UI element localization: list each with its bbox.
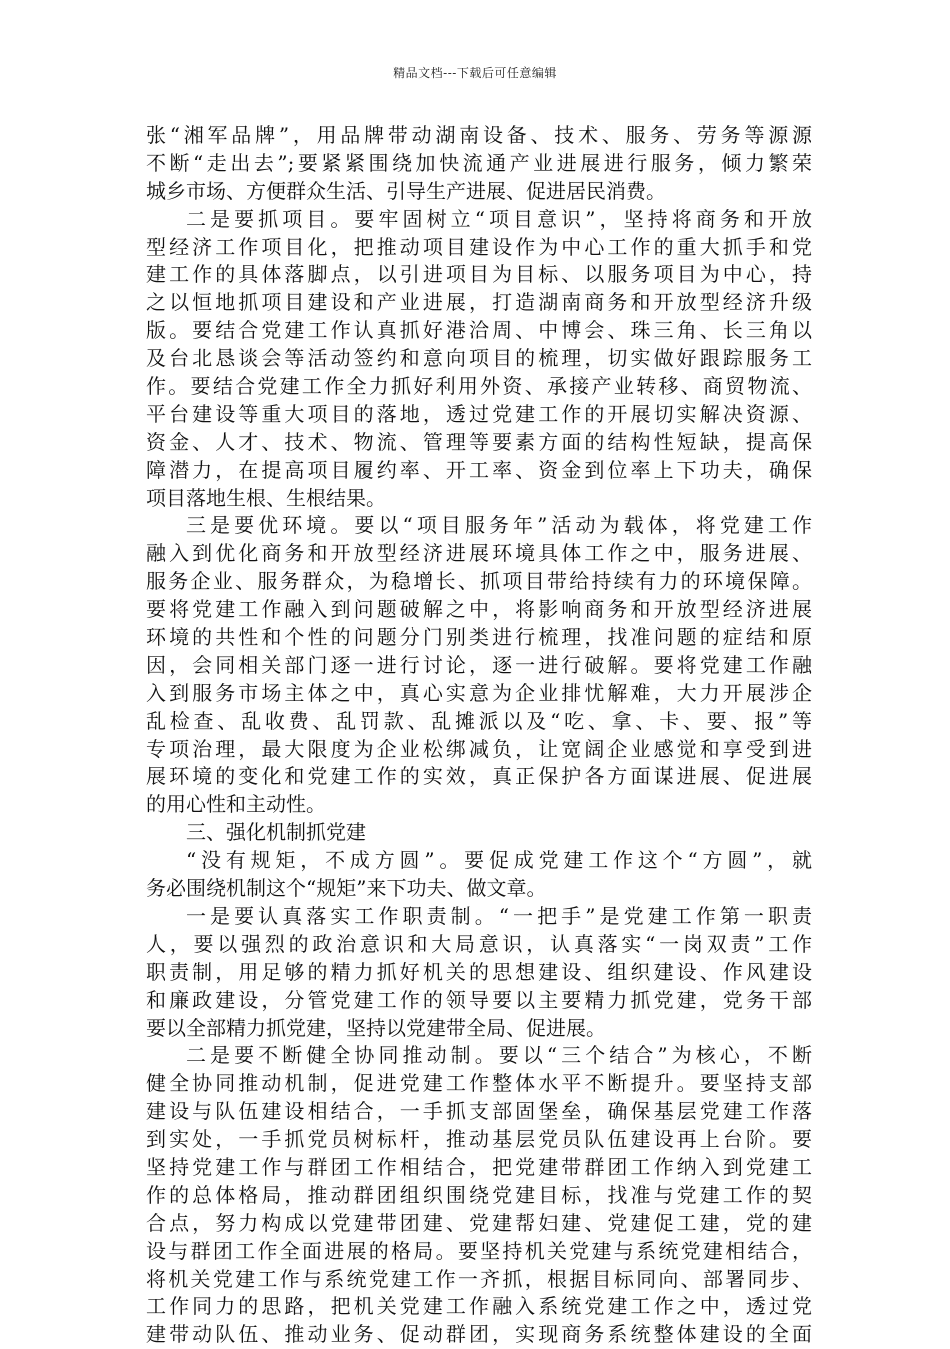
text-line: 版。要结合党建工作认真抓好港洽周、中博会、珠三角、长三角以 xyxy=(146,318,812,343)
text-line: 二是要抓项目。要牢固树立“项目意识”，坚持将商务和开放 xyxy=(186,206,812,231)
text-line: 务必围绕机制这个“规矩”来下功夫、做文章。 xyxy=(146,876,547,901)
text-line: 因，会同相关部门逐一进行讨论，逐一进行破解。要将党建工作融 xyxy=(146,652,812,677)
text-line: 二是要不断健全协同推动制。要以“三个结合”为核心，不断 xyxy=(186,1043,812,1068)
text-line: 到实处，一手抓党员树标杆，推动基层党员队伍建设再上台阶。要 xyxy=(146,1127,812,1152)
document-body xyxy=(146,122,812,1349)
text-line: 服务企业、服务群众，为稳增长、抓项目带给持续有力的环境保障。 xyxy=(146,569,812,594)
text-line: 之以恒地抓项目建设和产业进展，打造湖南商务和开放型经济升级 xyxy=(146,290,812,315)
text-line: 作的总体格局，推动群团组织围绕党建目标，找准与党建工作的契 xyxy=(146,1182,812,1207)
text-line: 作。要结合党建工作全力抓好利用外资、承接产业转移、商贸物流、 xyxy=(146,374,812,399)
text-line: 建带动队伍、推动业务、促动群团，实现商务系统整体建设的全面 xyxy=(146,1322,812,1347)
text-line: 三是要优环境。要以“项目服务年”活动为载体，将党建工作 xyxy=(186,513,812,538)
text-line: 不断“走出去”;要紧紧围绕加快流通产业进展进行服务，倾力繁荣 xyxy=(146,150,812,175)
text-line: 项目落地生根、生根结果。 xyxy=(146,485,386,510)
text-line: 将机关党建工作与系统党建工作一齐抓，根据目标同向、部署同步、 xyxy=(146,1266,812,1291)
text-line: 工作同力的思路，把机关党建工作融入系统党建工作之中，透过党 xyxy=(146,1294,812,1319)
text-line: 环境的共性和个性的问题分门别类进行梳理，找准问题的症结和原 xyxy=(146,625,812,650)
text-line: 型经济工作项目化，把推动项目建设作为中心工作的重大抓手和党 xyxy=(146,234,812,259)
page-header: 精品文档---下载后可任意编辑 xyxy=(393,66,557,80)
text-line: “没有规矩，不成方圆”。要促成党建工作这个“方圆”，就 xyxy=(186,848,812,873)
text-line: 融入到优化商务和开放型经济进展环境具体工作之中，服务进展、 xyxy=(146,541,812,566)
text-line: 设与群团工作全面进展的格局。要坚持机关党建与系统党建相结合， xyxy=(146,1238,812,1263)
text-line: 障潜力，在提高项目履约率、开工率、资金到位率上下功夫，确保 xyxy=(146,457,812,482)
text-line: 资金、人才、技术、物流、管理等要素方面的结构性短缺，提高保 xyxy=(146,429,812,454)
text-line: 三、强化机制抓党建 xyxy=(186,820,366,845)
text-line: 职责制，用足够的精力抓好机关的思想建设、组织建设、作风建设 xyxy=(146,959,812,984)
text-line: 入到服务市场主体之中，真心实意为企业排忧解难，大力开展涉企 xyxy=(146,680,812,705)
text-line: 平台建设等重大项目的落地，透过党建工作的开展切实解决资源、 xyxy=(146,401,812,426)
text-line: 坚持党建工作与群团工作相结合，把党建带群团工作纳入到党建工 xyxy=(146,1154,812,1179)
text-line: 和廉政建设，分管党建工作的领导要以主要精力抓党建，党务干部 xyxy=(146,987,812,1012)
text-line: 的用心性和主动性。 xyxy=(146,792,326,817)
text-line: 建工作的具体落脚点，以引进项目为目标、以服务项目为中心，持 xyxy=(146,262,812,287)
text-line: 建设与队伍建设相结合，一手抓支部固堡垒，确保基层党建工作落 xyxy=(146,1099,812,1124)
text-line: 张“湘军品牌”，用品牌带动湖南设备、技术、服务、劳务等源源 xyxy=(146,123,812,147)
text-line: 要以全部精力抓党建，坚持以党建带全局、促进展。 xyxy=(146,1015,606,1040)
text-line: 一是要认真落实工作职责制。“一把手”是党建工作第一职责 xyxy=(186,903,812,928)
text-line: 专项治理，最大限度为企业松绑减负，让宽阔企业感觉和享受到进 xyxy=(146,736,812,761)
text-line: 健全协同推动机制，促进党建工作整体水平不断提升。要坚持支部 xyxy=(146,1071,812,1096)
text-line: 合点，努力构成以党建带团建、党建帮妇建、党建促工建，党的建 xyxy=(146,1210,812,1235)
text-line: 展环境的变化和党建工作的实效，真正保护各方面谋进展、促进展 xyxy=(146,764,812,789)
text-line: 及台北恳谈会等活动签约和意向项目的梳理，切实做好跟踪服务工 xyxy=(146,346,812,371)
text-line: 要将党建工作融入到问题破解之中，将影响商务和开放型经济进展 xyxy=(146,597,812,622)
text-line: 人，要以强烈的政治意识和大局意识，认真落实“一岗双责”工作 xyxy=(146,931,812,956)
text-line: 乱检查、乱收费、乱罚款、乱摊派以及“吃、拿、卡、要、报”等 xyxy=(146,708,812,733)
text-line: 城乡市场、方便群众生活、引导生产进展、促进居民消费。 xyxy=(146,178,666,203)
